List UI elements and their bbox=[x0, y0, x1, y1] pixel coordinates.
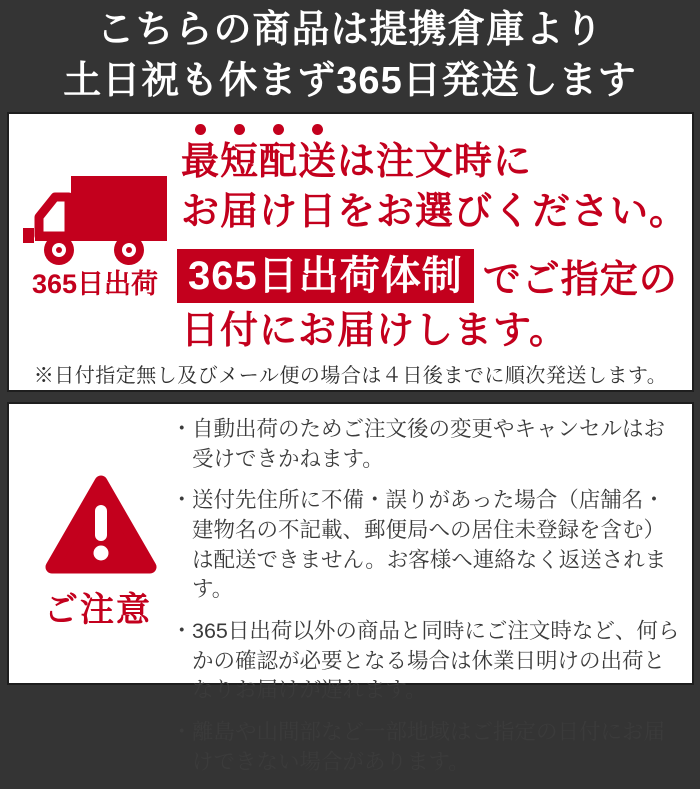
bullet-marker: ・ bbox=[171, 719, 193, 744]
truck-caption: 365日出荷 bbox=[31, 269, 159, 299]
truck-icon bbox=[23, 174, 173, 269]
caution-item bbox=[171, 718, 682, 777]
caution-item bbox=[171, 486, 682, 605]
caution-item-text: 365日出荷以外の商品と同時にご注文時など、何らかの確認が必要となる場合は休業日明けの出荷となりお届けが遅れます。 bbox=[192, 618, 680, 703]
top-banner bbox=[0, 0, 700, 112]
caution-list bbox=[171, 415, 682, 789]
caution-item bbox=[171, 617, 682, 706]
bullet-marker: ・ bbox=[171, 488, 193, 513]
emphasis-dot bbox=[273, 124, 284, 135]
shipping-note: ※日付指定無し及びメール便の場合は４日後までに順次発送します。 bbox=[33, 365, 668, 387]
caution-item-text: 離島や山間部など一部地域はご指定の日付にお届けできない場合があります。 bbox=[192, 719, 666, 774]
highlight-badge: 365日出荷体制 bbox=[177, 249, 474, 303]
shipping-headline-1: 最短配送は注文時に bbox=[181, 141, 533, 183]
shipping-highlight-row bbox=[177, 248, 678, 303]
banner-line-2: 土日祝も休まず365日発送します bbox=[63, 59, 637, 102]
highlight-suffix: でご指定の bbox=[482, 259, 678, 301]
emphasis-dots bbox=[195, 124, 323, 135]
shipping-headline-3: 日付にお届けします。 bbox=[181, 310, 568, 352]
banner-line-1: こちらの商品は提携倉庫より bbox=[96, 8, 604, 51]
shipping-panel bbox=[7, 112, 694, 392]
emphasis-dot bbox=[312, 124, 323, 135]
caution-item bbox=[171, 415, 682, 474]
bullet-marker: ・ bbox=[171, 618, 193, 643]
caution-item-text: 送付先住所に不備・誤りがあった場合（店舗名・建物名の不記載、郵便局への居住未登録を含む）は配送できません。お客様へ連絡なく返送されます。 bbox=[192, 488, 667, 602]
shipping-headline-2: お届け日をお選びください。 bbox=[181, 191, 689, 233]
emphasis-dot bbox=[195, 124, 206, 135]
bullet-marker: ・ bbox=[171, 417, 193, 441]
warning-icon bbox=[45, 474, 157, 576]
caution-panel bbox=[7, 402, 694, 774]
caution-label: ご注意 bbox=[44, 591, 152, 629]
emphasis-dot bbox=[234, 124, 245, 135]
caution-item-text: 自動出荷のためご注文後の変更やキャンセルはお受けできかねます。 bbox=[192, 417, 666, 471]
